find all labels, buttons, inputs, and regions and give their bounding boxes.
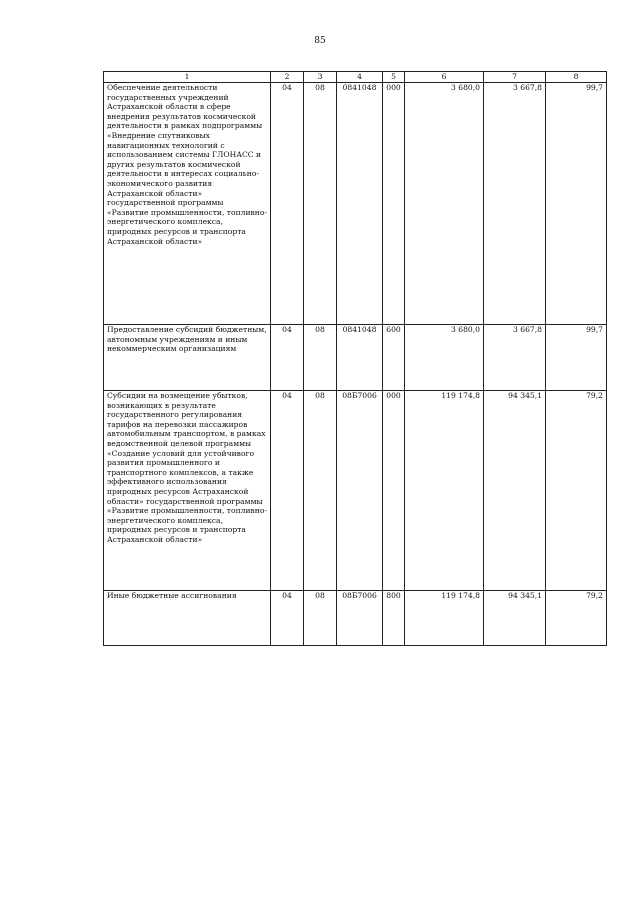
subsection-code: 08 — [304, 83, 337, 325]
planned-amount: 3 680,0 — [405, 83, 484, 325]
expense-type-code: 600 — [383, 325, 405, 391]
execution-percent: 79,2 — [546, 391, 607, 591]
column-header: 3 — [304, 72, 337, 83]
expense-type-code: 000 — [383, 391, 405, 591]
planned-amount: 119 174,8 — [405, 391, 484, 591]
table-row — [104, 83, 607, 325]
column-header: 5 — [383, 72, 405, 83]
subsection-code: 08 — [304, 591, 337, 646]
row-name: Субсидии на возмещение убытков, возникающих в результате государственного регулирования тарифов на перевозки пассажиров автомобильным транспортом, в рамках ведомственной целевой программы «Создание условий для устойчивого развития промышленного и транспортного комплексов, а также эффективного использования природных ресурсов Астраханской области» государственной программы «Развитие промышленности, топливно-энергетического комплекса, природных ресурсов и транспорта Астраханской области» — [104, 391, 271, 591]
executed-amount: 94 345,1 — [484, 391, 546, 591]
executed-amount: 94 345,1 — [484, 591, 546, 646]
target-article-code: 08Б7006 — [337, 391, 383, 591]
subsection-code: 08 — [304, 325, 337, 391]
executed-amount: 3 667,8 — [484, 325, 546, 391]
section-code: 04 — [271, 325, 304, 391]
section-code: 04 — [271, 591, 304, 646]
section-code: 04 — [271, 83, 304, 325]
column-header: 1 — [104, 72, 271, 83]
execution-percent: 99,7 — [546, 325, 607, 391]
budget-table — [103, 71, 607, 646]
planned-amount: 119 174,8 — [405, 591, 484, 646]
execution-percent: 99,7 — [546, 83, 607, 325]
column-header: 2 — [271, 72, 304, 83]
expense-type-code: 800 — [383, 591, 405, 646]
row-name: Предоставление субсидий бюджетным, автономным учреждениям и иным некоммерческим организациям — [104, 325, 271, 391]
column-header: 6 — [405, 72, 484, 83]
table-row — [104, 391, 607, 591]
execution-percent: 79,2 — [546, 591, 607, 646]
header-row — [104, 72, 607, 83]
column-header: 8 — [546, 72, 607, 83]
table-row — [104, 591, 607, 646]
row-name: Иные бюджетные ассигнования — [104, 591, 271, 646]
target-article-code: 08Б7006 — [337, 591, 383, 646]
target-article-code: 0841048 — [337, 325, 383, 391]
column-header: 4 — [337, 72, 383, 83]
table-row — [104, 325, 607, 391]
executed-amount: 3 667,8 — [484, 83, 546, 325]
page-number: 85 — [314, 36, 326, 46]
target-article-code: 0841048 — [337, 83, 383, 325]
row-name: Обеспечение деятельности государственных учреждений Астраханской области в сфере внедрения результатов космической деятельности в рамках подпрограммы «Внедрение спутниковых навигационных технологий с использованием системы ГЛОНАСС и других результатов космической деятельности в интересах социально-экономического развития Астраханской области» государственной программы «Развитие промышленности, топливно-энергетического комплекса, природных ресурсов и транспорта Астраханской области» — [104, 83, 271, 325]
planned-amount: 3 680,0 — [405, 325, 484, 391]
section-code: 04 — [271, 391, 304, 591]
column-header: 7 — [484, 72, 546, 83]
expense-type-code: 000 — [383, 83, 405, 325]
subsection-code: 08 — [304, 391, 337, 591]
